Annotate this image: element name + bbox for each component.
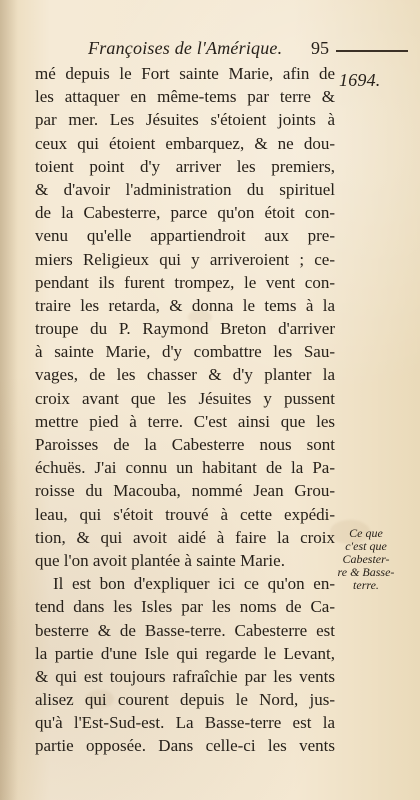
page-header xyxy=(0,34,420,64)
text-line: leau, qui s'étoit trouvé à cette expédi- xyxy=(35,504,335,524)
text-line: traire les retarda, & donna le tems à la xyxy=(35,295,335,315)
text-line: par mer. Les Jésuites s'étoient joints à xyxy=(35,110,335,130)
text-line: échuës. J'ai connu un habitant de la Pa- xyxy=(35,458,335,478)
text-line: de la Cabesterre, parce qu'on étoit con- xyxy=(35,203,335,223)
margin-note-line: Ce que xyxy=(349,526,383,540)
running-head: Françoises de l'Amérique. xyxy=(88,38,283,58)
text-line: que l'on avoit plantée à sainte Marie. xyxy=(35,550,285,570)
text-line: tion, & qui avoit aidé à faire la croix xyxy=(35,527,335,547)
text-line: mé depuis le Fort sainte Marie, afin de xyxy=(35,64,335,83)
text-line: tend dans les Isles par les noms de Ca- xyxy=(35,597,335,617)
text-line: croix avant que les Jésuites y pussent xyxy=(35,388,335,408)
text-line: qu'à l'Est-Sud-est. La Basse-terre est la xyxy=(35,713,335,733)
margin-year: 1694. xyxy=(339,70,381,90)
text-line: besterre & de Basse-terre. Cabesterre est xyxy=(35,620,335,640)
margin-note-line: terre. xyxy=(353,578,379,592)
text-line: partie opposée. Dans celle-ci les vents xyxy=(35,736,335,756)
text-line: Il est bon d'expliquer ici ce qu'on en- xyxy=(53,574,335,594)
margin-note xyxy=(335,527,397,592)
text-line: à sainte Marie, d'y combattre les Sau- xyxy=(35,342,335,362)
text-line: miers Religieux qui y arriveroient ; ce- xyxy=(35,249,335,269)
text-line: pendant ils furent trompez, le vent con- xyxy=(35,272,335,292)
text-line: vages, de les chasser & d'y planter la xyxy=(35,365,335,385)
text-line: venu qu'elle appartiendroit aux pre- xyxy=(35,226,335,246)
text-line: les attaquer en même-tems par terre & xyxy=(35,87,335,107)
text-line: Paroisses de la Cabesterre nous sont xyxy=(35,435,335,454)
text-line: toient point d'y arriver les premiers, xyxy=(35,156,335,176)
body-text xyxy=(35,62,335,758)
text-line: & qui est toujours rafraîchie par les vents xyxy=(35,666,335,686)
margin-note-line: c'est que xyxy=(345,539,387,553)
text-line: mettre pied à terre. C'est ainsi que les xyxy=(35,411,335,431)
text-line: ceux qui étoient embarquez, & ne dou- xyxy=(35,133,335,153)
header-rule xyxy=(336,50,408,52)
margin-note-line: re & Basse- xyxy=(337,565,395,579)
text-line: & d'avoir l'administration du spirituel xyxy=(35,179,335,199)
text-line: alisez qui courent depuis le Nord, jus- xyxy=(35,690,335,710)
page-number: 95 xyxy=(311,38,329,58)
text-line: la partie d'une Isle qui regarde le Levant, xyxy=(35,643,335,663)
page-gutter-shadow xyxy=(0,0,18,800)
text-line: roisse du Macouba, nommé Jean Grou- xyxy=(35,481,335,501)
text-line: troupe du P. Raymond Breton d'arriver xyxy=(35,319,335,339)
margin-note-line: Cabester- xyxy=(342,552,390,566)
